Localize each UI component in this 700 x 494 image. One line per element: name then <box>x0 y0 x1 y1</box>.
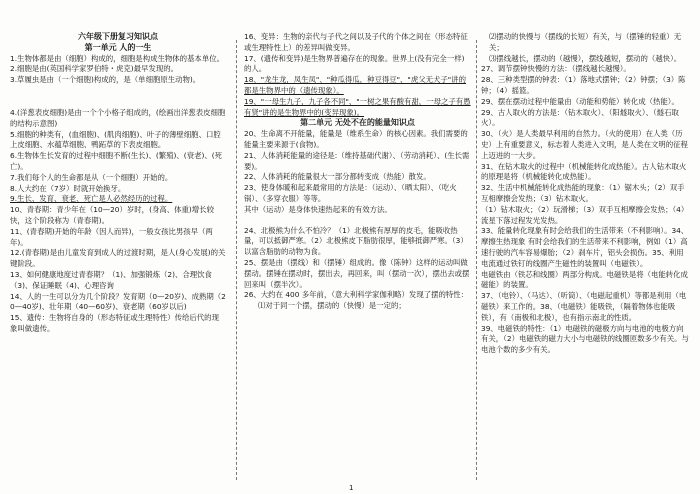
point-23: 23、使身体暖和起来最常用的方法是：（运动）、（晒太阳）、（吃火锅）、（多穿衣服）等等。 <box>244 183 457 203</box>
blank-line <box>10 86 226 108</box>
column-3 <box>481 32 690 356</box>
point-24: 24、北极熊为什么不怕冷？（1）北极熊有厚厚的皮毛，能吸收热量，可以抵御严寒。（2）北极熊皮下脂肪很厚，能够抵御严寒。（3）以富含脂肪的动物为食。 <box>244 225 468 257</box>
point-18: 18、"龙生龙，凤生凤"、"种瓜得瓜，种豆得豆"、"虎父无犬子"讲的都是生物界中的（遗传现象）。 <box>244 75 466 95</box>
point-3: 3.草履虫是由（一个细胞)构成的，是（单细胞原生动物)。 <box>10 75 201 85</box>
point-7: 7.我们每个人的生命都是从（一个细胞）开始的。 <box>10 172 173 182</box>
column-1 <box>10 32 226 335</box>
point-6: 6.生物体生长发育的过程中细胞不断(生长)、(繁殖)、(衰老)、(死亡)。 <box>10 151 223 171</box>
point-17: 17、(遗传和变异)是生物界普遍存在的现象。世界上(没有完全一样)的人。 <box>244 53 465 74</box>
point-8: 8.人大约在（7岁）时就开始换牙。 <box>10 183 126 193</box>
point-16: 16、变异：生物的亲代与子代之间以及子代的个体之间在（形态特征或生理特性上）的差异叫做变异。 <box>244 32 468 52</box>
unit-1-heading: 第一单元 人的一生 <box>84 42 152 52</box>
point-1: 1.生物体都是由（细胞）构成的，细胞是构成生物体的基本单位。 <box>10 53 224 63</box>
point-5: 5.细胞的种类有，(血细胞)、(肌肉细胞)、叶子的薄壁细胞、口腔上皮细胞、水蕴草细胞、鸭跖草的下表皮细胞。 <box>10 129 221 150</box>
column-2 <box>244 32 471 312</box>
point-29b: 29、古人取火的方法是：（钻木取火）、（阳燧取火）、（燧石取火）。 <box>481 107 679 128</box>
point-27: 27、调节摆钟快慢的方法：（摆线越长越慢）。 <box>481 64 631 74</box>
point-37-38: 37、（电铃）、（马达）、（听筒）、（电磁起重机）等都是利用（电磁铁）来工作的。38、（电磁铁）能吸铁，（隔着物体也能吸铁），有（南极和北极），也有指示南北的性质。 <box>481 291 687 322</box>
point-29a: 29、摆在摆动过程中能量由（动能和势能）转化成（热能）。 <box>481 96 679 106</box>
point-22: 22、人体消耗的能量很大一部分都转变成（热能）散发。 <box>244 172 431 182</box>
point-32: 32、生活中机械能转化成热能的现象：（1）锯木头；（2）双手互相摩擦会发热；（3）钻木取火。 <box>481 183 685 203</box>
point-12: 12.(青春期)是由儿童发育到成人的过渡时期，是人(身心发展)的关键阶段。 <box>10 248 226 269</box>
column-divider <box>476 40 477 480</box>
page-number: 1 <box>349 484 354 492</box>
point-26-3: ⑶摆线越长，摆动的（越慢），摆线越短，摆动的（越快）。 <box>489 53 682 63</box>
unit-2-heading: 第二单元 无处不在的能量知识点 <box>300 118 415 128</box>
point-32-list: （1）钻木取火；（2）玩滑梯；（3）双手互相摩擦会发热；（4）流星下落过程发光发热。 <box>481 204 689 225</box>
point-15: 15、遗传：生物将自身的（形态特征或生理特性）传给后代的现象叫做遗传。 <box>10 313 219 333</box>
point-25: 25、摆是由（摆线）和（摆锤）组成的。像（陈钟）这样的运动叫做摆动。摆锤在摆动时，摆出去，再回来，叫（摆动一次），摆出去或摆回来叫（摆半次）。 <box>244 257 470 289</box>
point-28: 28、三种类型摆的钟表：（1）落地式摆钟；（2）钟摆；（3）陈钟；（4）摇篮。 <box>481 75 686 95</box>
point-26: 26、大约在 400 多年前，（意大利科学家伽利略）发现了摆的特性： <box>244 290 469 300</box>
point-14: 14、人的一生可以分为几个阶段？发育期（0—20岁)、成熟期（20—40岁)、壮年期（40—60岁)、衰老期（60岁以后) <box>10 291 226 312</box>
point-13: 13、如何健康地度过青春期？（1)、加强锻炼（2)、合理饮食（3)、保证睡眠（4)、心理咨询 <box>10 269 212 290</box>
point-9: 9.生长、发育、衰老、死亡是人必然经历的过程。 <box>10 194 173 204</box>
point-36: 电磁铁由（铁芯和线圈）两部分构成。电磁铁是将（电能转化成磁能）的装置。 <box>481 269 688 290</box>
column-divider <box>236 40 237 480</box>
point-4: 4.(洋葱表皮细胞)是由一个个小格子组成的，(绘画出洋葱表皮细胞的结构示意图) <box>10 107 226 128</box>
point-30: 30、（火）是人类最早利用的自然力。（火的使用）在人类（历史）上有重要意义，标志着人类进入文明，是人类在文明的征程上迈进的一大步。 <box>481 129 688 160</box>
blank-line <box>244 216 471 226</box>
point-21: 21、人体消耗能量的途径是:（维持基础代谢）、（劳动消耗）、(生长需要)。 <box>244 150 470 171</box>
point-31: 31、在钻木取火的过程中（机械能转化成热能）。古人钻木取火的原理是将（机械能转化成热能）。 <box>481 161 687 182</box>
point-26-2: ⑵摆动的快慢与（摆线的长短）有关，与（摆锤的轻重）无关； <box>489 32 682 52</box>
point-20: 20、生命离不开能量，能量是（维系生命）的核心因素。我们需要的能量主要来源于(食物)。 <box>244 129 468 149</box>
point-10: 10、青春期：青少年在（10—20）岁时，(身高、体重)增长较快，这个阶段称为（青春期)。 <box>10 205 214 225</box>
point-2: 2.细胞是由(英国科学家罗伯特・虎克)最早发现的。 <box>10 64 179 74</box>
point-23-note: 其中（运动）是身体快速热起来的有效方法。 <box>244 204 392 214</box>
point-11: 11、(青春期)开始的年龄（因人而异)，一般女孩比男孩早（两年)。 <box>10 226 213 247</box>
document-title: 六年级下册复习知识点 <box>78 32 158 41</box>
point-26-1: ⑴对于同一个摆，摆动的（快慢）是一定的； <box>258 301 406 311</box>
point-33-35: 33、能量转化现象有时会给我们的生活带来（不利影响）。34、摩擦生热现象 有时会给我们的生活带来不利影响，例如（1）高速行驶的汽车容易爆胎；（2）刹车片，铝头会损伤。35、利用电流通过铁钉的线圈产生磁性的装置叫（电磁铁）。 <box>481 226 689 268</box>
point-39: 39、电磁铁的特性：（1）电磁铁的磁极方向与电池的电极方向有关，（2）电磁铁的磁力大小与电磁铁的线圈匝数多少有关。与电池个数的多少有关。 <box>481 323 689 355</box>
point-19: 19、"一母生九子，九子各不同"、"一树之果有酸有甜，一母之子有愚有贤"讲的是生物界中的(变异现象)。 <box>244 96 471 117</box>
